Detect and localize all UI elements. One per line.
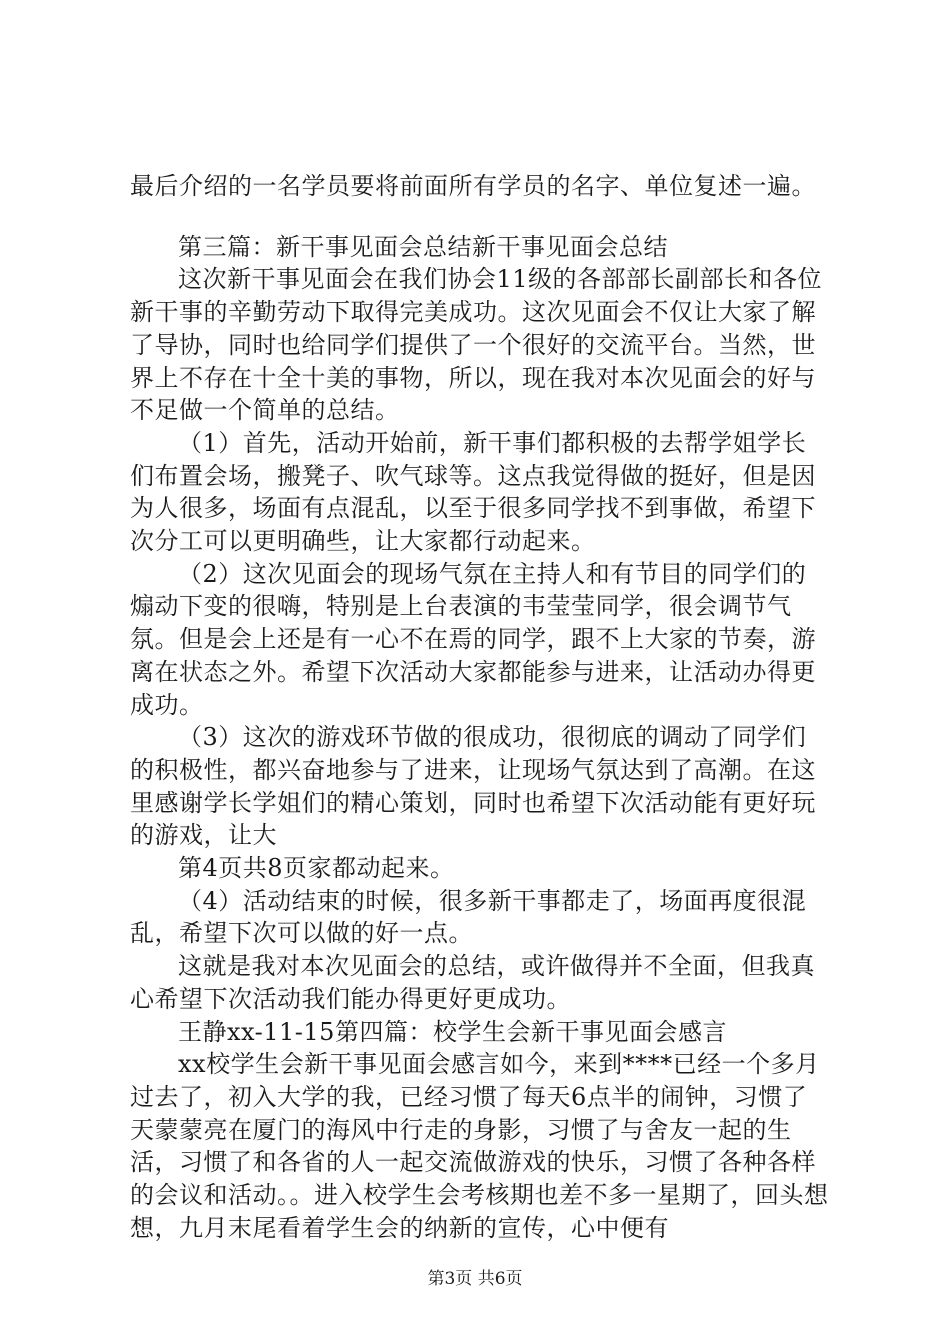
paragraph-point-4: （4）活动结束的时候，很多新干事都走了，场面再度很混乱，希望下次可以做的好一点。 [130, 886, 807, 948]
paragraph-point-3: （3）这次的游戏环节做的很成功，很彻底的调动了同学们的积极性，都兴奋地参与了进来，让现场气氛达到了高潮。在这里感谢学长学姐们的精心策划，同时也希望下次活动能有更好玩的游戏，让大 [130, 723, 816, 850]
document-body [130, 170, 830, 1245]
paragraph-page-marker: 第4页共8页家都动起来。 [178, 854, 455, 883]
section-heading-part-four: 王静xx-11-15第四篇：校学生会新干事见面会感言 [178, 1017, 727, 1046]
page-footer: 第3页 共6页 [427, 1269, 523, 1289]
paragraph-intro-ending: 最后介绍的一名学员要将前面所有学员的名字、单位复述一遍。 [130, 172, 816, 200]
section-heading-part-three: 第三篇：新干事见面会总结新干事见面会总结 [178, 232, 668, 261]
paragraph-conclusion: 这就是我对本次见面会的总结，或许做得并不全面，但我真心希望下次活动我们能办得更好更成功。 [130, 952, 815, 1013]
paragraph-reflection: xx校学生会新干事见面会感言如今，来到****已经一个多月过去了，初入大学的我，已经习惯了每天6点半的闹钟，习惯了天蒙蒙亮在厦门的海风中行走的身影，习惯了与舍友一起的生活，习惯了和各省的人一起交流做游戏的快乐，习惯了各种各样的会议和活动。。进入校学生会考核期也差不多一星期了，回头想想，九月末尾看着学生会的纳新的宣传，心中便有 [130, 1050, 829, 1242]
paragraph-summary-opening: 这次新干事见面会在我们协会11级的各部部长副部长和各位新干事的辛勤劳动下取得完美成功。这次见面会不仅让大家了解了导协，同时也给同学们提供了一个很好的交流平台。当然，世界上不存在十全十美的事物，所以，现在我对本次见面会的好与不足做一个简单的总结。 [130, 265, 823, 425]
paragraph-point-1: （1）首先，活动开始前，新干事们都积极的去帮学姐学长们布置会场，搬凳子、吹气球等。这点我觉得做的挺好，但是因为人很多，场面有点混乱，以至于很多同学找不到事做，希望下次分工可以更明确些，让大家都行动起来。 [130, 428, 816, 556]
paragraph-point-2: （2）这次见面会的现场气氛在主持人和有节目的同学们的煽动下变的很嗨，特别是上台表演的韦莹莹同学，很会调节气氛。但是会上还是有一心不在焉的同学，跟不上大家的节奏，游离在状态之外。希望下次活动大家都能参与进来，让活动办得更成功。 [130, 559, 816, 719]
